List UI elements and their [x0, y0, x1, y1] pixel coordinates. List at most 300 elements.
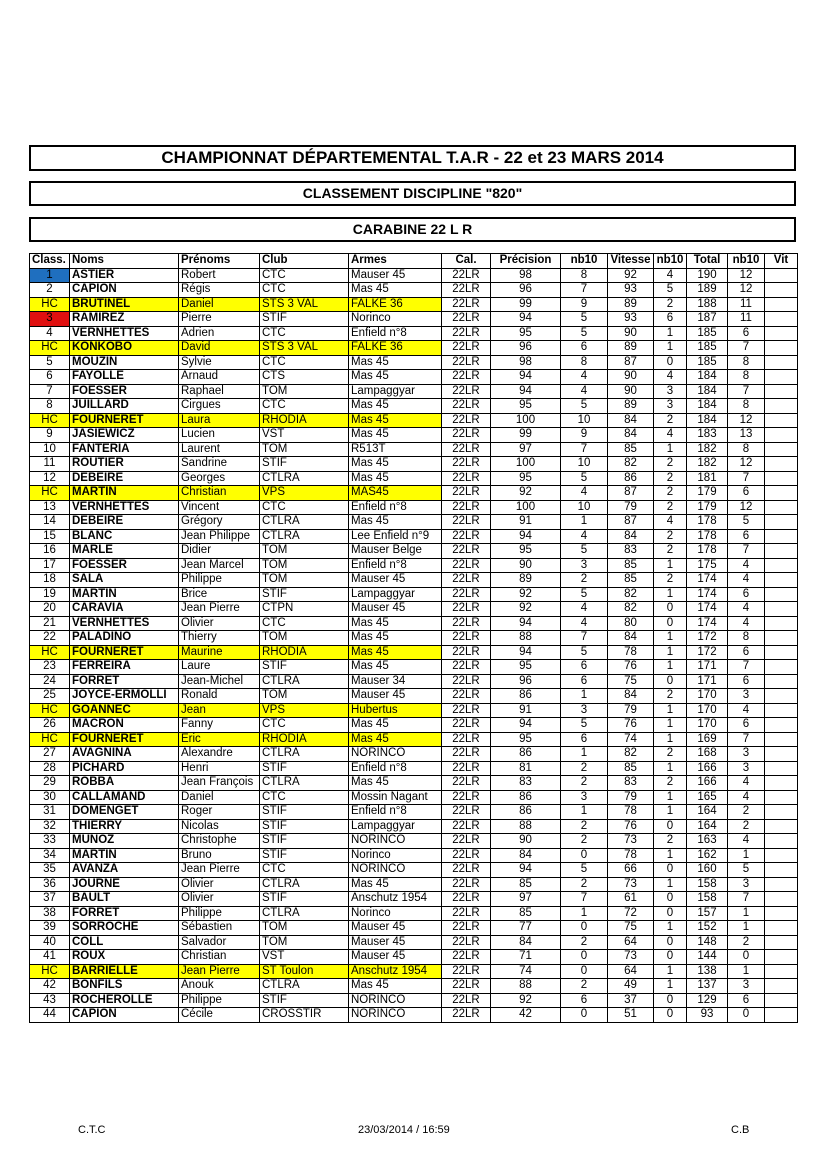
cell-precision: 96 — [491, 283, 561, 298]
cell-vit — [765, 805, 798, 820]
cell-club: VPS — [260, 703, 349, 718]
cell-weapon: Lampaggyar — [349, 587, 442, 602]
cell-club: STS 3 VAL — [260, 297, 349, 312]
cell-speed: 64 — [608, 964, 654, 979]
cell-speed: 92 — [608, 268, 654, 283]
cell-vit — [765, 631, 798, 646]
table-row — [30, 935, 798, 950]
cell-nb10-total: 6 — [728, 993, 765, 1008]
cell-last-name: MACRON — [70, 718, 179, 733]
cell-nb10-precision: 0 — [561, 950, 608, 965]
cell-weapon: Mas 45 — [349, 732, 442, 747]
cell-precision: 97 — [491, 892, 561, 907]
cell-speed: 93 — [608, 312, 654, 327]
cell-total: 157 — [687, 906, 728, 921]
cell-first-name: Eric — [179, 732, 260, 747]
cell-vit — [765, 964, 798, 979]
cell-weapon: Mauser 45 — [349, 935, 442, 950]
cell-caliber: 22LR — [442, 689, 491, 704]
cell-first-name: Olivier — [179, 892, 260, 907]
cell-weapon: Mas 45 — [349, 776, 442, 791]
cell-club: STIF — [260, 457, 349, 472]
cell-caliber: 22LR — [442, 442, 491, 457]
cell-speed: 83 — [608, 776, 654, 791]
table-row — [30, 674, 798, 689]
cell-total: 185 — [687, 341, 728, 356]
cell-speed: 79 — [608, 500, 654, 515]
cell-total: 183 — [687, 428, 728, 443]
table-row — [30, 993, 798, 1008]
cell-nb10-total: 0 — [728, 950, 765, 965]
cell-precision: 95 — [491, 732, 561, 747]
cell-caliber: 22LR — [442, 297, 491, 312]
cell-nb10-precision: 7 — [561, 631, 608, 646]
cell-first-name: Nicolas — [179, 819, 260, 834]
cell-club: CTLRA — [260, 674, 349, 689]
header-nb10-total: nb10 — [728, 254, 765, 269]
cell-vit — [765, 558, 798, 573]
table-row — [30, 602, 798, 617]
cell-nb10-speed: 2 — [654, 747, 687, 762]
cell-nb10-total: 13 — [728, 428, 765, 443]
cell-speed: 79 — [608, 790, 654, 805]
cell-weapon: Anschutz 1954 — [349, 964, 442, 979]
cell-precision: 92 — [491, 486, 561, 501]
cell-nb10-total: 6 — [728, 587, 765, 602]
cell-nb10-speed: 2 — [654, 834, 687, 849]
cell-caliber: 22LR — [442, 979, 491, 994]
cell-club: CROSSTIR — [260, 1008, 349, 1023]
cell-nb10-speed: 4 — [654, 515, 687, 530]
cell-caliber: 22LR — [442, 370, 491, 385]
cell-nb10-precision: 5 — [561, 326, 608, 341]
cell-precision: 86 — [491, 747, 561, 762]
cell-last-name: THIERRY — [70, 819, 179, 834]
cell-rank: HC — [30, 413, 70, 428]
cell-last-name: BAULT — [70, 892, 179, 907]
cell-caliber: 22LR — [442, 268, 491, 283]
cell-speed: 87 — [608, 515, 654, 530]
cell-nb10-precision: 5 — [561, 645, 608, 660]
cell-vit — [765, 950, 798, 965]
cell-club: CTC — [260, 790, 349, 805]
cell-weapon: Mas 45 — [349, 370, 442, 385]
cell-speed: 80 — [608, 616, 654, 631]
cell-nb10-total: 8 — [728, 631, 765, 646]
cell-first-name: Maurine — [179, 645, 260, 660]
cell-last-name: MARTIN — [70, 848, 179, 863]
cell-speed: 84 — [608, 413, 654, 428]
cell-weapon: NORINCO — [349, 863, 442, 878]
cell-caliber: 22LR — [442, 660, 491, 675]
cell-nb10-precision: 7 — [561, 892, 608, 907]
cell-nb10-precision: 2 — [561, 819, 608, 834]
cell-vit — [765, 573, 798, 588]
cell-total: 184 — [687, 399, 728, 414]
cell-precision: 85 — [491, 906, 561, 921]
cell-nb10-precision: 4 — [561, 486, 608, 501]
discipline-ranking-title: CLASSEMENT DISCIPLINE "820" — [29, 181, 796, 206]
cell-total: 184 — [687, 413, 728, 428]
cell-nb10-speed: 1 — [654, 558, 687, 573]
cell-total: 129 — [687, 993, 728, 1008]
table-row — [30, 703, 798, 718]
cell-rank: 9 — [30, 428, 70, 443]
cell-first-name: Jean Pierre — [179, 863, 260, 878]
cell-vit — [765, 500, 798, 515]
cell-nb10-total: 4 — [728, 790, 765, 805]
cell-caliber: 22LR — [442, 486, 491, 501]
header-total: Total — [687, 254, 728, 269]
cell-first-name: Didier — [179, 544, 260, 559]
cell-last-name: BONFILS — [70, 979, 179, 994]
cell-speed: 89 — [608, 399, 654, 414]
cell-nb10-precision: 6 — [561, 660, 608, 675]
footer-datetime: 23/03/2014 / 16:59 — [358, 1124, 450, 1136]
cell-first-name: David — [179, 341, 260, 356]
cell-caliber: 22LR — [442, 312, 491, 327]
cell-club: CTS — [260, 370, 349, 385]
header-firstname: Prénoms — [179, 254, 260, 269]
footer-initials: C.B — [731, 1124, 750, 1136]
cell-nb10-speed: 2 — [654, 544, 687, 559]
cell-precision: 100 — [491, 457, 561, 472]
cell-weapon: Enfield n°8 — [349, 500, 442, 515]
cell-total: 189 — [687, 283, 728, 298]
cell-nb10-total: 12 — [728, 500, 765, 515]
cell-nb10-speed: 0 — [654, 616, 687, 631]
cell-precision: 42 — [491, 1008, 561, 1023]
cell-nb10-total: 4 — [728, 602, 765, 617]
cell-nb10-speed: 2 — [654, 500, 687, 515]
cell-nb10-precision: 2 — [561, 776, 608, 791]
cell-precision: 91 — [491, 515, 561, 530]
cell-speed: 74 — [608, 732, 654, 747]
cell-vit — [765, 906, 798, 921]
cell-total: 162 — [687, 848, 728, 863]
cell-vit — [765, 863, 798, 878]
cell-nb10-total: 3 — [728, 747, 765, 762]
cell-total: 137 — [687, 979, 728, 994]
cell-weapon: Mauser 45 — [349, 950, 442, 965]
cell-speed: 76 — [608, 819, 654, 834]
cell-speed: 78 — [608, 805, 654, 820]
table-row — [30, 297, 798, 312]
cell-club: CTLRA — [260, 776, 349, 791]
cell-caliber: 22LR — [442, 413, 491, 428]
cell-vit — [765, 616, 798, 631]
cell-caliber: 22LR — [442, 906, 491, 921]
cell-last-name: MARTIN — [70, 486, 179, 501]
cell-first-name: Arnaud — [179, 370, 260, 385]
cell-total: 172 — [687, 645, 728, 660]
header-speed: Vitesse — [608, 254, 654, 269]
cell-last-name: BRUTINEL — [70, 297, 179, 312]
cell-vit — [765, 776, 798, 791]
cell-nb10-precision: 10 — [561, 413, 608, 428]
championship-title: CHAMPIONNAT DÉPARTEMENTAL T.A.R - 22 et 23 MARS 2014 — [29, 145, 796, 171]
cell-club: TOM — [260, 631, 349, 646]
cell-rank: 39 — [30, 921, 70, 936]
cell-caliber: 22LR — [442, 471, 491, 486]
cell-total: 184 — [687, 384, 728, 399]
cell-vit — [765, 413, 798, 428]
cell-speed: 51 — [608, 1008, 654, 1023]
cell-last-name: ROUTIER — [70, 457, 179, 472]
cell-total: 175 — [687, 558, 728, 573]
cell-precision: 94 — [491, 863, 561, 878]
cell-nb10-speed: 0 — [654, 819, 687, 834]
table-row — [30, 979, 798, 994]
cell-weapon: Mauser 45 — [349, 268, 442, 283]
cell-last-name: DEBEIRE — [70, 515, 179, 530]
cell-speed: 82 — [608, 747, 654, 762]
cell-total: 93 — [687, 1008, 728, 1023]
cell-last-name: ASTIER — [70, 268, 179, 283]
cell-caliber: 22LR — [442, 848, 491, 863]
cell-last-name: ROBBA — [70, 776, 179, 791]
cell-last-name: MOUZIN — [70, 355, 179, 370]
cell-rank: 8 — [30, 399, 70, 414]
header-name: Noms — [70, 254, 179, 269]
cell-weapon: Mossin Nagant — [349, 790, 442, 805]
cell-nb10-precision: 5 — [561, 587, 608, 602]
cell-club: TOM — [260, 384, 349, 399]
cell-nb10-total: 1 — [728, 906, 765, 921]
cell-rank: 44 — [30, 1008, 70, 1023]
cell-precision: 95 — [491, 544, 561, 559]
cell-vit — [765, 660, 798, 675]
table-row — [30, 877, 798, 892]
cell-club: CTPN — [260, 602, 349, 617]
cell-club: STIF — [260, 805, 349, 820]
cell-total: 178 — [687, 515, 728, 530]
cell-total: 182 — [687, 442, 728, 457]
cell-nb10-precision: 4 — [561, 529, 608, 544]
cell-caliber: 22LR — [442, 964, 491, 979]
cell-nb10-precision: 5 — [561, 544, 608, 559]
cell-first-name: Raphael — [179, 384, 260, 399]
cell-vit — [765, 979, 798, 994]
cell-nb10-total: 8 — [728, 399, 765, 414]
cell-first-name: Jean Marcel — [179, 558, 260, 573]
table-row — [30, 413, 798, 428]
cell-weapon: Mauser 45 — [349, 602, 442, 617]
cell-first-name: Anouk — [179, 979, 260, 994]
cell-caliber: 22LR — [442, 761, 491, 776]
cell-caliber: 22LR — [442, 1008, 491, 1023]
table-row — [30, 761, 798, 776]
cell-nb10-total: 6 — [728, 645, 765, 660]
cell-vit — [765, 703, 798, 718]
table-row — [30, 732, 798, 747]
cell-speed: 73 — [608, 834, 654, 849]
cell-rank: 20 — [30, 602, 70, 617]
cell-rank: 3 — [30, 312, 70, 327]
cell-speed: 85 — [608, 558, 654, 573]
table-row — [30, 631, 798, 646]
cell-first-name: Lucien — [179, 428, 260, 443]
cell-caliber: 22LR — [442, 703, 491, 718]
cell-first-name: Vincent — [179, 500, 260, 515]
cell-vit — [765, 515, 798, 530]
cell-total: 178 — [687, 529, 728, 544]
cell-nb10-speed: 1 — [654, 921, 687, 936]
cell-speed: 85 — [608, 761, 654, 776]
cell-last-name: BLANC — [70, 529, 179, 544]
cell-club: RHODIA — [260, 413, 349, 428]
cell-nb10-speed: 4 — [654, 268, 687, 283]
cell-weapon: Norinco — [349, 312, 442, 327]
cell-precision: 94 — [491, 645, 561, 660]
cell-rank: 12 — [30, 471, 70, 486]
cell-speed: 64 — [608, 935, 654, 950]
cell-last-name: PICHARD — [70, 761, 179, 776]
cell-speed: 84 — [608, 428, 654, 443]
cell-precision: 90 — [491, 558, 561, 573]
cell-weapon: Mas 45 — [349, 283, 442, 298]
cell-caliber: 22LR — [442, 790, 491, 805]
table-row — [30, 515, 798, 530]
cell-speed: 82 — [608, 457, 654, 472]
cell-rank: 23 — [30, 660, 70, 675]
cell-speed: 90 — [608, 384, 654, 399]
cell-total: 169 — [687, 732, 728, 747]
cell-nb10-total: 7 — [728, 384, 765, 399]
cell-total: 164 — [687, 805, 728, 820]
cell-speed: 84 — [608, 631, 654, 646]
cell-nb10-total: 1 — [728, 848, 765, 863]
cell-nb10-precision: 6 — [561, 341, 608, 356]
cell-nb10-speed: 2 — [654, 776, 687, 791]
table-row — [30, 834, 798, 849]
cell-first-name: Jean Pierre — [179, 602, 260, 617]
cell-nb10-total: 4 — [728, 616, 765, 631]
table-row — [30, 790, 798, 805]
cell-rank: 19 — [30, 587, 70, 602]
cell-first-name: Cirgues — [179, 399, 260, 414]
cell-rank: 15 — [30, 529, 70, 544]
cell-precision: 88 — [491, 631, 561, 646]
cell-first-name: Sébastien — [179, 921, 260, 936]
footer-club: C.T.C — [78, 1124, 106, 1136]
cell-nb10-speed: 0 — [654, 935, 687, 950]
table-row — [30, 964, 798, 979]
cell-vit — [765, 848, 798, 863]
cell-weapon: Mas 45 — [349, 515, 442, 530]
cell-rank: 35 — [30, 863, 70, 878]
cell-nb10-total: 3 — [728, 979, 765, 994]
cell-rank: 41 — [30, 950, 70, 965]
cell-speed: 72 — [608, 906, 654, 921]
cell-first-name: Olivier — [179, 877, 260, 892]
cell-weapon: Enfield n°8 — [349, 326, 442, 341]
cell-nb10-speed: 2 — [654, 486, 687, 501]
results-table — [29, 253, 798, 1023]
table-row — [30, 529, 798, 544]
cell-nb10-precision: 2 — [561, 761, 608, 776]
cell-speed: 79 — [608, 703, 654, 718]
cell-caliber: 22LR — [442, 645, 491, 660]
cell-nb10-speed: 2 — [654, 297, 687, 312]
cell-precision: 95 — [491, 326, 561, 341]
cell-total: 138 — [687, 964, 728, 979]
cell-nb10-speed: 1 — [654, 587, 687, 602]
cell-vit — [765, 645, 798, 660]
cell-nb10-speed: 2 — [654, 573, 687, 588]
cell-nb10-speed: 0 — [654, 1008, 687, 1023]
cell-caliber: 22LR — [442, 631, 491, 646]
cell-total: 158 — [687, 892, 728, 907]
table-row — [30, 384, 798, 399]
cell-nb10-precision: 0 — [561, 848, 608, 863]
cell-first-name: Laurent — [179, 442, 260, 457]
cell-nb10-total: 3 — [728, 689, 765, 704]
cell-vit — [765, 297, 798, 312]
cell-precision: 84 — [491, 935, 561, 950]
cell-caliber: 22LR — [442, 921, 491, 936]
cell-speed: 89 — [608, 341, 654, 356]
cell-caliber: 22LR — [442, 500, 491, 515]
cell-nb10-precision: 5 — [561, 863, 608, 878]
cell-nb10-total: 7 — [728, 341, 765, 356]
table-row — [30, 689, 798, 704]
cell-caliber: 22LR — [442, 428, 491, 443]
cell-last-name: BARRIELLE — [70, 964, 179, 979]
cell-speed: 78 — [608, 848, 654, 863]
cell-nb10-total: 5 — [728, 863, 765, 878]
cell-rank: HC — [30, 703, 70, 718]
cell-caliber: 22LR — [442, 732, 491, 747]
cell-nb10-speed: 1 — [654, 790, 687, 805]
cell-first-name: Pierre — [179, 312, 260, 327]
cell-nb10-precision: 6 — [561, 732, 608, 747]
cell-nb10-precision: 2 — [561, 979, 608, 994]
cell-total: 171 — [687, 660, 728, 675]
cell-nb10-speed: 0 — [654, 355, 687, 370]
cell-last-name: PALADINO — [70, 631, 179, 646]
cell-club: CTC — [260, 326, 349, 341]
cell-last-name: CALLAMAND — [70, 790, 179, 805]
cell-rank: 34 — [30, 848, 70, 863]
cell-last-name: COLL — [70, 935, 179, 950]
header-club: Club — [260, 254, 349, 269]
cell-rank: 42 — [30, 979, 70, 994]
cell-precision: 94 — [491, 718, 561, 733]
cell-nb10-total: 2 — [728, 819, 765, 834]
cell-nb10-precision: 4 — [561, 602, 608, 617]
cell-nb10-speed: 1 — [654, 703, 687, 718]
cell-nb10-speed: 1 — [654, 964, 687, 979]
cell-nb10-speed: 0 — [654, 674, 687, 689]
cell-total: 179 — [687, 486, 728, 501]
cell-weapon: Mas 45 — [349, 718, 442, 733]
cell-first-name: Georges — [179, 471, 260, 486]
cell-vit — [765, 602, 798, 617]
table-row — [30, 442, 798, 457]
table-row — [30, 573, 798, 588]
cell-club: CTC — [260, 500, 349, 515]
cell-last-name: FANTERIA — [70, 442, 179, 457]
cell-club: VPS — [260, 486, 349, 501]
cell-nb10-precision: 10 — [561, 500, 608, 515]
cell-nb10-precision: 1 — [561, 747, 608, 762]
cell-club: TOM — [260, 442, 349, 457]
cell-precision: 92 — [491, 993, 561, 1008]
cell-rank: 22 — [30, 631, 70, 646]
cell-nb10-total: 11 — [728, 312, 765, 327]
cell-nb10-speed: 1 — [654, 718, 687, 733]
